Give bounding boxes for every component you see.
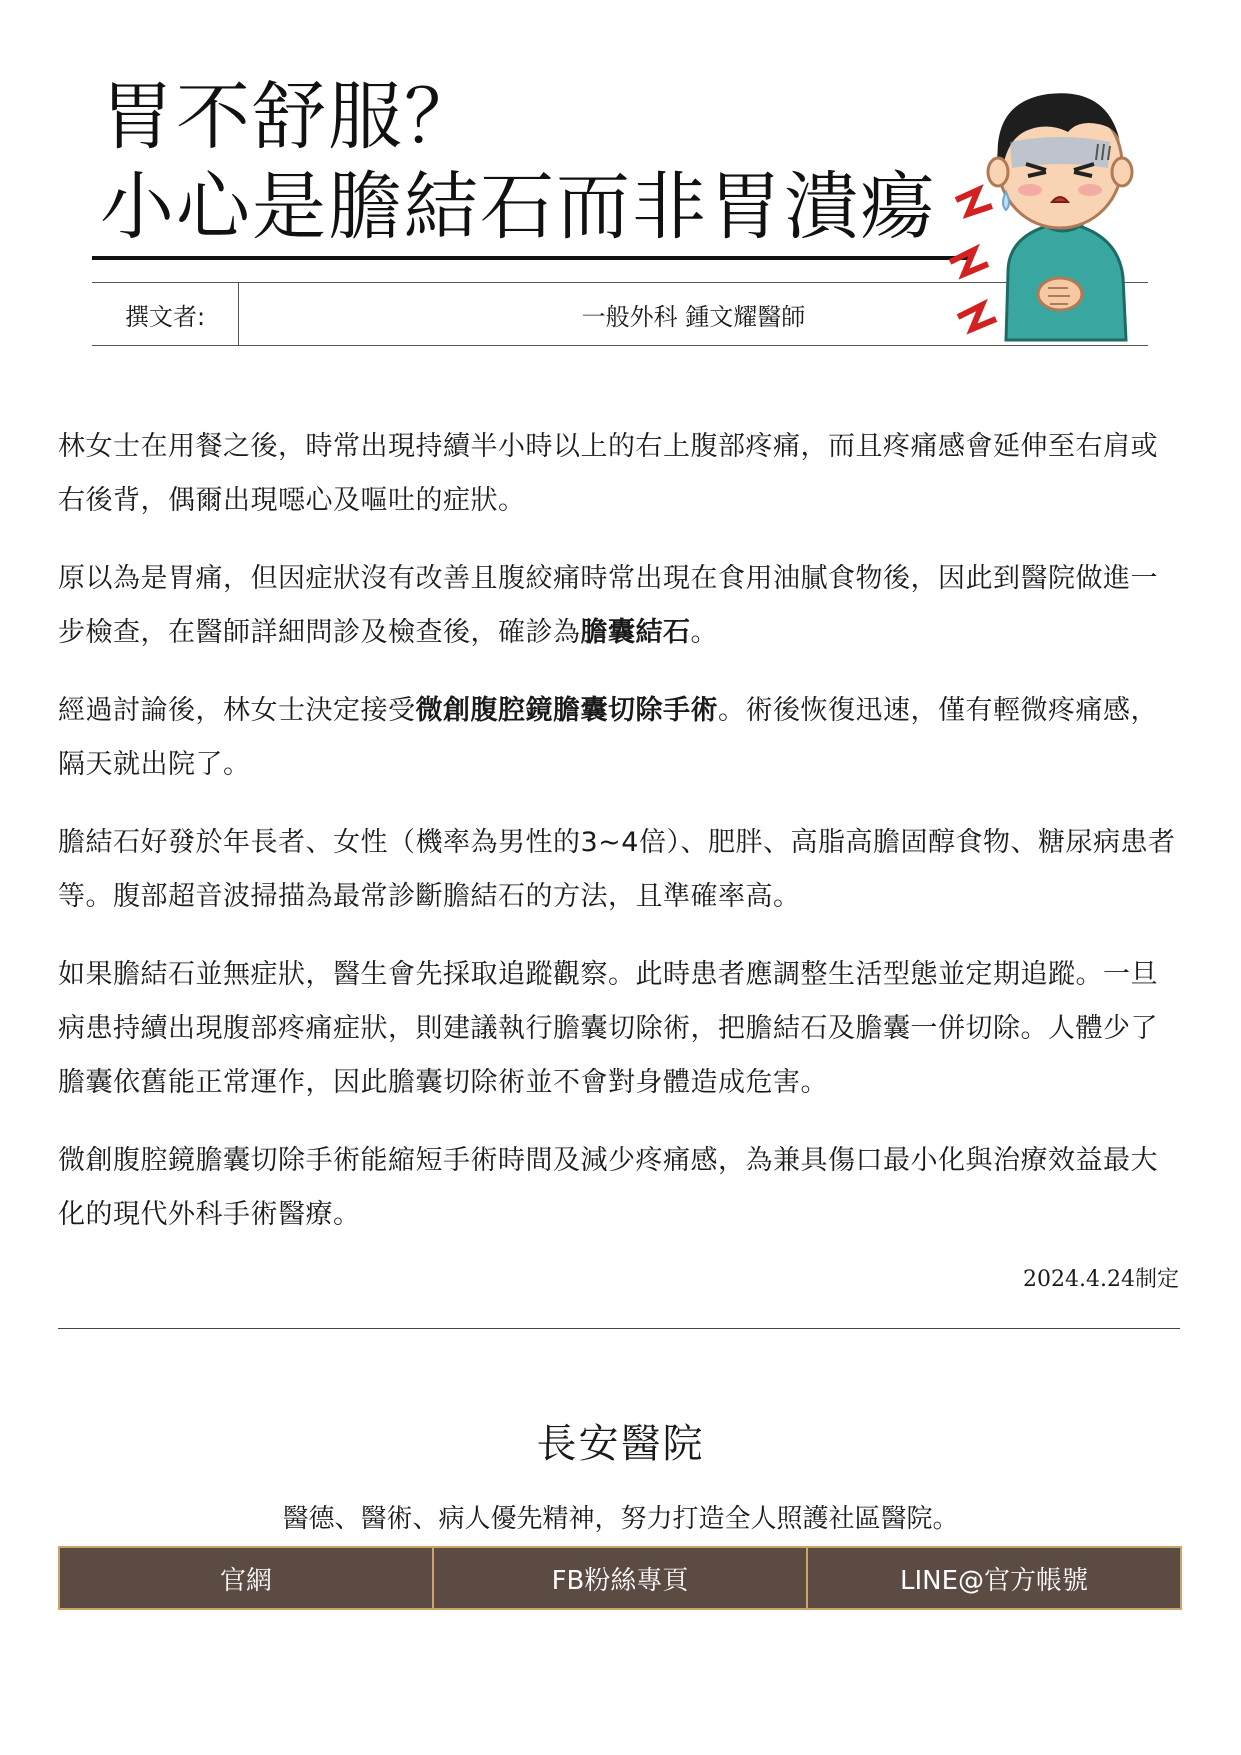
- page-title: [100, 72, 960, 252]
- stomach-ache-man-icon: [948, 72, 1178, 347]
- title-line-2: 小心是膽結石而非胃潰瘍: [100, 164, 936, 250]
- line-official-account-link[interactable]: LINE@官方帳號: [899, 1565, 1089, 1596]
- paragraph-1: [58, 420, 1178, 528]
- title-divider: [92, 256, 972, 260]
- paragraph-text: 。: [690, 617, 718, 648]
- facebook-fanpage-link[interactable]: FB粉絲專頁: [434, 1548, 808, 1608]
- official-website-link[interactable]: 官網: [60, 1548, 434, 1608]
- footer-link-bar: [58, 1546, 1182, 1610]
- title-line-1: 胃不舒服？: [100, 74, 480, 160]
- paragraph-text: 如果膽結石並無症狀，醫生會先採取追蹤觀察。此時患者應調整生活型態並定期追蹤。一旦病患持續出現腹部疼痛症狀，則建議執行膽囊切除術，把膽結石及膽囊一併切除。人體少了膽囊依舊能正常運作，因此膽囊切除術並不會對身體造成危害。: [58, 959, 1158, 1098]
- paragraph-text: 原以為是胃痛，但因症狀沒有改善且腹絞痛時常出現在食用油膩食物後，因此到醫院做進一步檢查，在醫師詳細問診及檢查後，確診為: [58, 563, 1158, 648]
- paragraph-4: [58, 816, 1178, 924]
- paragraph-3: [58, 684, 1178, 792]
- footer-divider: [58, 1328, 1180, 1329]
- bold-term: 微創腹腔鏡膽囊切除手術: [415, 695, 718, 726]
- author-label: 撰文者:: [92, 283, 239, 345]
- paragraph-text: 林女士在用餐之後，時常出現持續半小時以上的右上腹部疼痛，而且疼痛感會延伸至右肩或右後背，偶爾出現噁心及嘔吐的症狀。: [58, 431, 1158, 516]
- article-body: [58, 420, 1178, 1266]
- paragraph-2: [58, 552, 1178, 660]
- author-value: 一般外科 鍾文耀醫師: [581, 302, 806, 331]
- paragraph-6: [58, 1134, 1178, 1242]
- paragraph-text: 膽結石好發於年長者、女性（機率為男性的3~4倍）、肥胖、高脂高膽固醇食物、糖尿病患者等。腹部超音波掃描為最常診斷膽結石的方法，且準確率高。: [58, 827, 1176, 912]
- paragraph-text: 微創腹腔鏡膽囊切除手術能縮短手術時間及減少疼痛感，為兼具傷口最小化與治療效益最大化的現代外科手術醫療。: [58, 1145, 1158, 1230]
- bold-term: 膽囊結石: [580, 617, 691, 648]
- paragraph-text: 。術後恢復迅速，僅有輕微疼痛感，隔天就出院了。: [58, 695, 1158, 780]
- hospital-motto: 醫德、醫術、病人優先精神，努力打造全人照護社區醫院。: [282, 1504, 959, 1534]
- publish-date: 2024.4.24制定: [1023, 1267, 1179, 1292]
- paragraph-text: 經過討論後，林女士決定接受: [58, 695, 416, 726]
- hospital-name: 長安醫院: [536, 1421, 705, 1467]
- paragraph-5: [58, 948, 1178, 1110]
